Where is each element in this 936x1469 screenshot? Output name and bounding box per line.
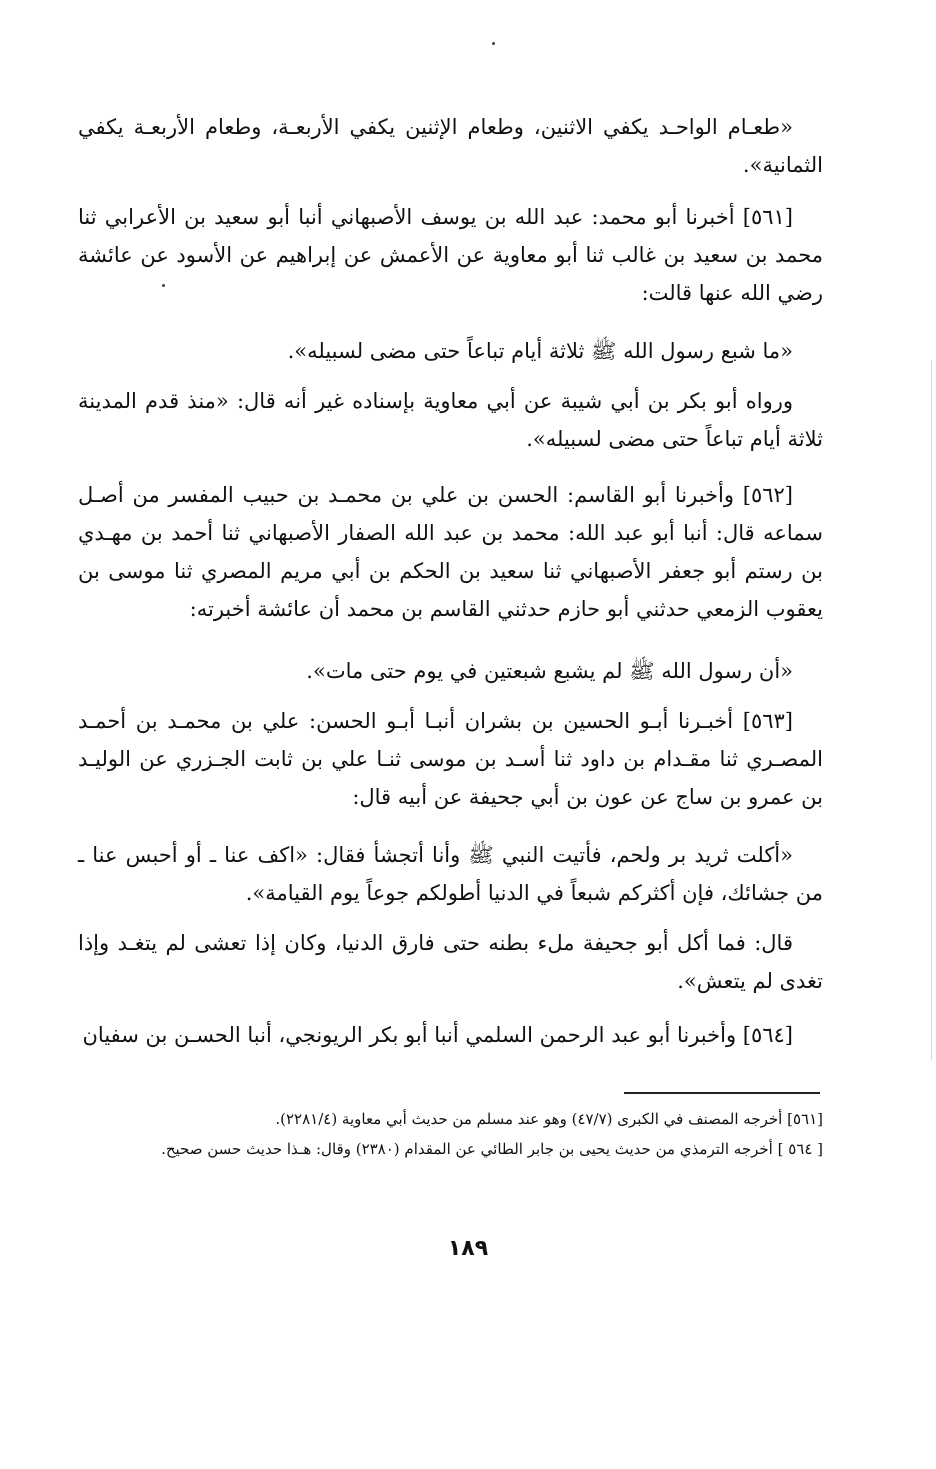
paragraph-text: «ما شبع رسول الله ﷺ ثلاثة أيام تباعاً حتى مضى لسبيله».: [287, 339, 793, 363]
paragraph-text: [٥٦٣] أخبـرنا أبـو الحسين بن بشران أنبـا أبـو الحسن: علي بن محمـد بن أحمـد المصـري ثنا مقـدام بن داود ثنا أسـد بن موسى ثنـا علي بن ثابت الجـزري عن الوليـد بن عمرو بن ساج عن عون بن أبي جحيفة عن أبيه قال:: [78, 709, 823, 809]
paragraph-text: ورواه أبو بكر بن أبي شيبة عن أبي معاوية بإسناده غير أنه قال: «منذ قدم المدينة ثلاثة أيام تباعاً حتى مضى لسبيله».: [78, 389, 823, 451]
paragraph-text: [٥٦٤] وأخبرنا أبو عبد الرحمن السلمي أنبا أبو بكر الريونجي، أنبا الحسـن بن سفيان: [82, 1023, 793, 1047]
isnad-paragraph-562: [78, 476, 823, 628]
hadith-text-paragraph: [78, 108, 823, 184]
footnote-564: [ ٥٦٤ ] أخرجه الترمذي من حديث يحيى بن جابر الطائي عن المقدام (٢٣٨٠) وقال: هـذا حديث حسن صحيح.: [161, 1140, 823, 1158]
paragraph-text: قال: فما أكل أبو جحيفة ملء بطنه حتى فارق الدنيا، وكان إذا تعشى لم يتغـد وإذا تغدى لم يتعش».: [78, 931, 823, 993]
scan-edge-line: [931, 360, 932, 1060]
hadith-text-paragraph: [78, 332, 823, 370]
paragraph-text: «أكلت ثريد بر ولحم، فأتيت النبي ﷺ وأنا أتجشأ فقال: «اكف عنا ـ أو أحبس عنا ـ من جشائك، فإن أكثركم شبعاً في الدنيا أطولكم جوعاً يوم القيامة».: [78, 843, 823, 905]
footnote-divider: [624, 1092, 820, 1094]
paragraph-text: [٥٦١] أخبرنا أبو محمد: عبد الله بن يوسف الأصبهاني أنبا أبو سعيد بن الأعرابي ثنا محمد بن سعيد بن غالب ثنا أبو معاوية عن الأعمش عن إبراهيم عن الأسود عن عائشة رضي الله عنها قالت:: [78, 205, 823, 305]
footnotes-section: [78, 1104, 823, 1164]
scan-speck: [492, 42, 495, 45]
page-number: ١٨٩: [447, 1236, 489, 1261]
hadith-text-paragraph: [78, 652, 823, 690]
narration-note-paragraph: [78, 924, 823, 1000]
paragraph-text: «طعـام الواحـد يكفي الاثنين، وطعام الإثنين يكفي الأربعـة، وطعام الأربعـة يكفي الثمانية».: [78, 115, 823, 177]
isnad-paragraph-563: [78, 702, 823, 816]
paragraph-text: «أن رسول الله ﷺ لم يشبع شبعتين في يوم حتى مات».: [306, 659, 793, 683]
paragraph-text: [٥٦٢] وأخبرنا أبو القاسم: الحسن بن علي بن محمـد بن حبيب المفسر من أصـل سماعه قال: أنبا أبو عبد الله: محمد بن عبد الله الصفار الأصبهاني ثنا أحمد بن مهـدي بن رستم أبو جعفر الأصبهاني ثنا سعيد بن الحكم بن أبي مريم المصري ثنا موسى بن يعقوب الزمعي حدثني أبو حازم حدثني القاسم بن محمد أن عائشة أخبرته:: [78, 483, 824, 621]
narration-note-paragraph: [78, 382, 823, 458]
footnote-561: [٥٦١] أخرجه المصنف في الكبرى (٤٧/٧) وهو عند مسلم من حديث أبي معاوية (٢٢٨١/٤).: [275, 1110, 823, 1128]
hadith-text-paragraph: [78, 836, 823, 912]
scan-speck: [162, 284, 165, 287]
isnad-paragraph-561: [78, 198, 823, 312]
isnad-paragraph-564: [78, 1016, 823, 1054]
